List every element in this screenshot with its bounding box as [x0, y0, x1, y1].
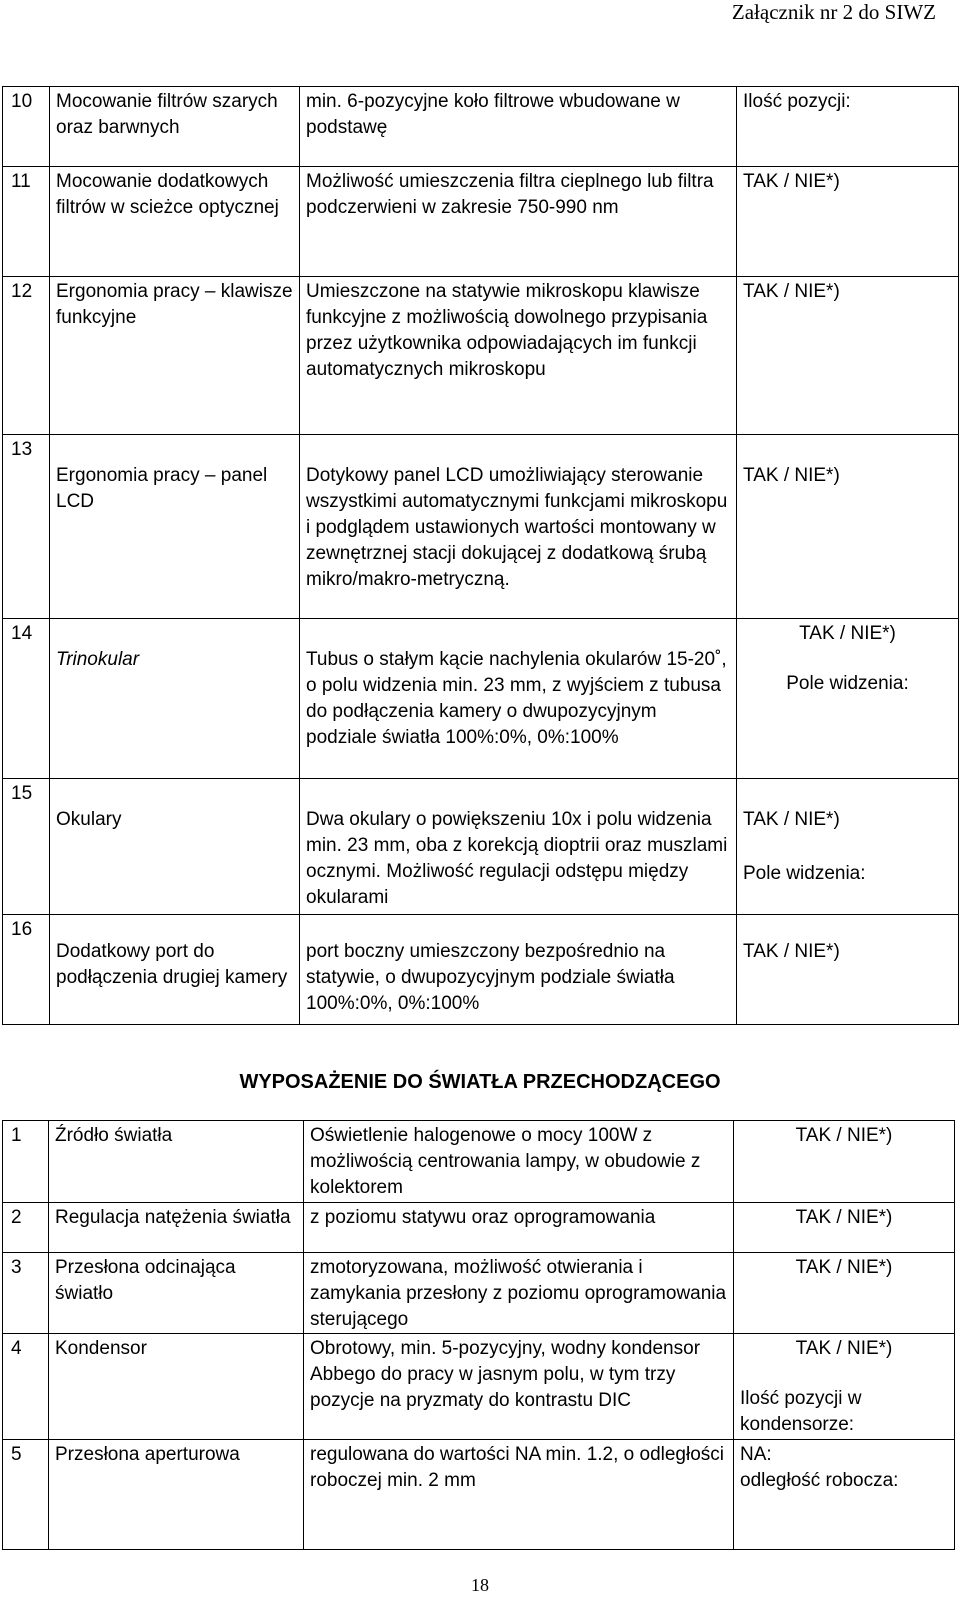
light-equipment-table [2, 1120, 955, 1550]
row-answer [734, 1440, 955, 1550]
row-answer: TAK / NIE*) [734, 1203, 955, 1253]
answer-field: Pole widzenia: [743, 863, 866, 884]
row-answer: TAK / NIE*) [737, 167, 959, 277]
row-description: min. 6-pozycyjne koło filtrowe wbudowane w podstawę [300, 87, 737, 167]
row-description: Dotykowy panel LCD umożliwiający sterowanie wszystkimi automatycznymi funkcjami mikroskopu i podglądem ustawionych wartości montowany w zewnętrznej stacji dokującej z dodatkową śrubą mikro/makro-metryczną. [300, 435, 737, 619]
row-number: 1 [3, 1121, 49, 1203]
row-name: Mocowanie filtrów szarych oraz barwnych [50, 87, 300, 167]
answer-field: Ilość pozycji w kondensorze: [740, 1388, 862, 1435]
table-row [3, 87, 959, 167]
row-number: 3 [3, 1253, 49, 1334]
row-name: Ergonomia pracy – panel LCD [50, 435, 300, 619]
row-answer [734, 1334, 955, 1440]
row-number: 5 [3, 1440, 49, 1550]
row-answer: TAK / NIE*) [737, 435, 959, 619]
row-answer: TAK / NIE*) [734, 1121, 955, 1203]
section-title: WYPOSAŻENIE DO ŚWIATŁA PRZECHODZĄCEGO [239, 1071, 721, 1093]
table-row [3, 779, 959, 915]
table-row [3, 1121, 955, 1203]
row-number: 12 [3, 277, 50, 435]
table-row [3, 435, 959, 619]
table-row [3, 277, 959, 435]
row-number: 15 [3, 779, 50, 915]
row-number: 2 [3, 1203, 49, 1253]
row-number: 14 [3, 619, 50, 779]
row-name: Mocowanie dodatkowych filtrów w scieżce optycznej [50, 167, 300, 277]
row-description: zmotoryzowana, możliwość otwierania i zamykania przesłony z poziomu oprogramowania sterującego [304, 1253, 734, 1334]
row-description: Tubus o stałym kącie nachylenia okularów 15-20˚, o polu widzenia min. 23 mm, z wyjściem z tubusa do podłączenia kamery o dwupozycyjnym podziale światła 100%:0%, 0%:100% [300, 619, 737, 779]
table-row [3, 915, 959, 1025]
specification-table [2, 86, 959, 1025]
row-name: Okulary [50, 779, 300, 915]
table-row [3, 1253, 955, 1334]
table-row [3, 167, 959, 277]
row-name: Źródło światła [49, 1121, 304, 1203]
answer-field: NA: [740, 1444, 772, 1465]
answer-field: odległość robocza: [740, 1470, 899, 1491]
page-number: 18 [471, 1575, 489, 1595]
table-row [3, 1440, 955, 1550]
row-answer: TAK / NIE*) [734, 1253, 955, 1334]
row-description: Oświetlenie halogenowe o mocy 100W z możliwością centrowania lampy, w obudowie z kolektorem [304, 1121, 734, 1203]
row-description: Umieszczone na statywie mikroskopu klawisze funkcyjne z możliwością dowolnego przypisania przez użytkownika odpowiadających im funkcji automatycznych mikroskopu [300, 277, 737, 435]
answer-line: TAK / NIE*) [743, 809, 840, 830]
row-answer: TAK / NIE*) [737, 277, 959, 435]
answer-line: TAK / NIE*) [795, 1338, 893, 1359]
row-description: Możliwość umieszczenia filtra cieplnego lub filtra podczerwieni w zakresie 750-990 nm [300, 167, 737, 277]
row-answer: Ilość pozycji: [737, 87, 959, 167]
row-number: 16 [3, 915, 50, 1025]
row-number: 13 [3, 435, 50, 619]
row-name: Dodatkowy port do podłączenia drugiej kamery [50, 915, 300, 1025]
row-description: port boczny umieszczony bezpośrednio na statywie, o dwupozycyjnym podziale światła 100%:0%, 0%:100% [300, 915, 737, 1025]
table-row [3, 1203, 955, 1253]
row-name: Przesłona aperturowa [49, 1440, 304, 1550]
row-description: Obrotowy, min. 5-pozycyjny, wodny kondensor Abbego do pracy w jasnym polu, w tym trzy pozycje na pryzmaty do kontrastu DIC [304, 1334, 734, 1440]
row-number: 10 [3, 87, 50, 167]
table-row [3, 1334, 955, 1440]
row-name: Ergonomia pracy – klawisze funkcyjne [50, 277, 300, 435]
row-answer: TAK / NIE*) [737, 915, 959, 1025]
row-description: Dwa okulary o powiększeniu 10x i polu widzenia min. 23 mm, oba z korekcją dioptrii oraz muszlami ocznymi. Możliwość regulacji odstępu między okularami [300, 779, 737, 915]
answer-line: TAK / NIE*) [799, 623, 896, 644]
row-name: Regulacja natężenia światła [49, 1203, 304, 1253]
row-name: Trinokular [50, 619, 300, 779]
row-answer [737, 619, 959, 779]
row-number: 11 [3, 167, 50, 277]
row-name: Kondensor [49, 1334, 304, 1440]
answer-field: Pole widzenia: [786, 673, 909, 694]
table-row [3, 619, 959, 779]
row-answer [737, 779, 959, 915]
page-header: Załącznik nr 2 do SIWZ [731, 0, 936, 24]
row-name: Przesłona odcinająca światło [49, 1253, 304, 1334]
row-description: regulowana do wartości NA min. 1.2, o odległości roboczej min. 2 mm [304, 1440, 734, 1550]
row-number: 4 [3, 1334, 49, 1440]
row-description: z poziomu statywu oraz oprogramowania [304, 1203, 734, 1253]
